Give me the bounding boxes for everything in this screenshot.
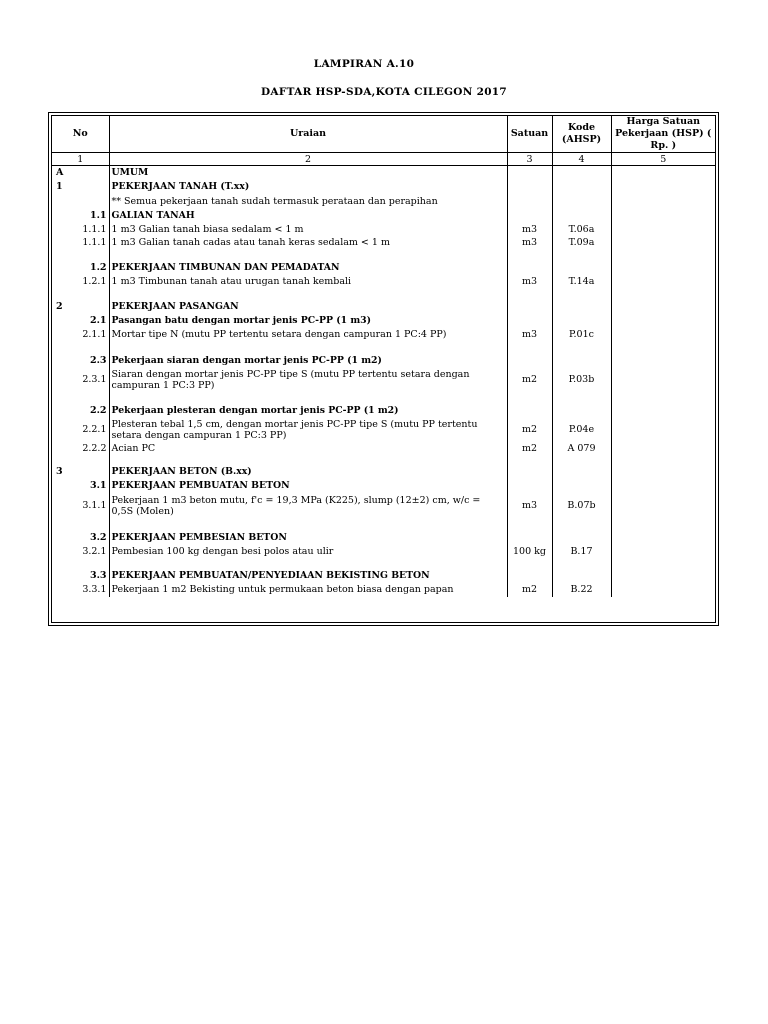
table-row bbox=[52, 559, 715, 569]
row-number: 1.1.1 bbox=[52, 223, 109, 236]
row-price bbox=[611, 261, 715, 275]
row-unit bbox=[507, 354, 552, 368]
column-number: 1 bbox=[52, 153, 109, 166]
row-price bbox=[611, 209, 715, 223]
row-price bbox=[611, 531, 715, 545]
row-description bbox=[109, 455, 507, 465]
row-unit: m2 bbox=[507, 418, 552, 442]
row-price bbox=[611, 300, 715, 314]
row-price bbox=[611, 583, 715, 597]
row-code: T.06a bbox=[552, 223, 611, 236]
row-number: 1 bbox=[52, 179, 109, 195]
row-code: P.04e bbox=[552, 418, 611, 442]
table-row bbox=[52, 392, 715, 404]
row-code: B.22 bbox=[552, 583, 611, 597]
row-number bbox=[52, 195, 109, 209]
table-body bbox=[52, 166, 715, 597]
row-number bbox=[52, 455, 109, 465]
row-number: 3.2.1 bbox=[52, 545, 109, 559]
table-row bbox=[52, 195, 715, 209]
header-uraian: Uraian bbox=[109, 116, 507, 153]
table-row bbox=[52, 493, 715, 519]
row-number bbox=[52, 288, 109, 300]
row-code bbox=[552, 465, 611, 479]
row-description: Mortar tipe N (mutu PP tertentu setara dengan campuran 1 PC:4 PP) bbox=[109, 328, 507, 342]
row-number: 1.2 bbox=[52, 261, 109, 275]
row-number: 2.3.1 bbox=[52, 368, 109, 392]
row-unit bbox=[507, 300, 552, 314]
row-unit bbox=[507, 465, 552, 479]
row-unit bbox=[507, 404, 552, 418]
row-code bbox=[552, 195, 611, 209]
row-price bbox=[611, 569, 715, 583]
row-unit: m3 bbox=[507, 236, 552, 249]
row-number: 2.2.2 bbox=[52, 442, 109, 455]
row-code: P.01c bbox=[552, 328, 611, 342]
table-inner-border bbox=[51, 115, 716, 623]
row-description: PEKERJAAN PEMBUATAN BETON bbox=[109, 479, 507, 493]
row-description: Pekerjaan siaran dengan mortar jenis PC-PP (1 m2) bbox=[109, 354, 507, 368]
row-number: 2 bbox=[52, 300, 109, 314]
row-description: PEKERJAAN BETON (B.xx) bbox=[109, 465, 507, 479]
row-number: 3.1.1 bbox=[52, 493, 109, 519]
row-number: 3.1 bbox=[52, 479, 109, 493]
table-row bbox=[52, 300, 715, 314]
row-unit bbox=[507, 288, 552, 300]
table-row bbox=[52, 249, 715, 261]
row-price bbox=[611, 328, 715, 342]
document-title: LAMPIRAN A.10 bbox=[313, 58, 415, 70]
row-code bbox=[552, 342, 611, 354]
row-price bbox=[611, 442, 715, 455]
row-price bbox=[611, 493, 715, 519]
row-unit bbox=[507, 261, 552, 275]
table-row bbox=[52, 531, 715, 545]
row-description: 1 m3 Galian tanah biasa sedalam < 1 m bbox=[109, 223, 507, 236]
row-unit bbox=[507, 166, 552, 179]
row-number: 1.1.1 bbox=[52, 236, 109, 249]
row-price bbox=[611, 404, 715, 418]
row-price bbox=[611, 314, 715, 328]
row-description: PEKERJAAN PEMBESIAN BETON bbox=[109, 531, 507, 545]
row-description: 1 m3 Galian tanah cadas atau tanah keras sedalam < 1 m bbox=[109, 236, 507, 249]
column-number: 4 bbox=[552, 153, 611, 166]
table-row bbox=[52, 166, 715, 179]
row-unit bbox=[507, 559, 552, 569]
row-unit bbox=[507, 455, 552, 465]
row-price bbox=[611, 354, 715, 368]
row-number: 1.1 bbox=[52, 209, 109, 223]
row-description: GALIAN TANAH bbox=[109, 209, 507, 223]
row-description: PEKERJAAN TANAH (T.xx) bbox=[109, 179, 507, 195]
row-number: 2.2.1 bbox=[52, 418, 109, 442]
row-code: B.07b bbox=[552, 493, 611, 519]
row-unit bbox=[507, 314, 552, 328]
row-number: 2.2 bbox=[52, 404, 109, 418]
row-unit bbox=[507, 519, 552, 531]
column-number: 5 bbox=[611, 153, 715, 166]
row-price bbox=[611, 392, 715, 404]
table-row bbox=[52, 314, 715, 328]
row-code bbox=[552, 179, 611, 195]
row-code bbox=[552, 288, 611, 300]
row-number bbox=[52, 519, 109, 531]
table-row bbox=[52, 569, 715, 583]
row-description: Pekerjaan 1 m3 beton mutu, f'c = 19,3 MPa (K225), slump (12±2) cm, w/c = 0,5S (Molen) bbox=[109, 493, 507, 519]
table-frame bbox=[48, 112, 719, 626]
row-description: 1 m3 Timbunan tanah atau urugan tanah kembali bbox=[109, 275, 507, 288]
row-code bbox=[552, 559, 611, 569]
row-description: Acian PC bbox=[109, 442, 507, 455]
row-description: ** Semua pekerjaan tanah sudah termasuk perataan dan perapihan bbox=[109, 195, 507, 209]
column-number: 3 bbox=[507, 153, 552, 166]
header-no: No bbox=[52, 116, 109, 153]
row-number: 1.2.1 bbox=[52, 275, 109, 288]
table-row bbox=[52, 328, 715, 342]
hsp-table bbox=[52, 116, 715, 597]
row-description bbox=[109, 519, 507, 531]
row-unit bbox=[507, 195, 552, 209]
row-unit: m3 bbox=[507, 275, 552, 288]
row-number bbox=[52, 392, 109, 404]
row-code: A 079 bbox=[552, 442, 611, 455]
row-number: 2.3 bbox=[52, 354, 109, 368]
row-number bbox=[52, 342, 109, 354]
table-row bbox=[52, 179, 715, 195]
row-description: PEKERJAAN PASANGAN bbox=[109, 300, 507, 314]
table-row bbox=[52, 368, 715, 392]
table-row bbox=[52, 583, 715, 597]
table-row bbox=[52, 418, 715, 442]
row-code bbox=[552, 392, 611, 404]
row-price bbox=[611, 275, 715, 288]
row-description: Pekerjaan 1 m2 Bekisting untuk permukaan beton biasa dengan papan bbox=[109, 583, 507, 597]
row-unit: m3 bbox=[507, 328, 552, 342]
header-harga: Harga Satuan Pekerjaan (HSP) ( Rp. ) bbox=[611, 116, 715, 153]
row-description: Pembesian 100 kg dengan besi polos atau ulir bbox=[109, 545, 507, 559]
row-code bbox=[552, 249, 611, 261]
row-description bbox=[109, 559, 507, 569]
table-row bbox=[52, 354, 715, 368]
table-row bbox=[52, 545, 715, 559]
row-price bbox=[611, 288, 715, 300]
row-price bbox=[611, 455, 715, 465]
table-row bbox=[52, 342, 715, 354]
row-price bbox=[611, 223, 715, 236]
row-price bbox=[611, 479, 715, 493]
row-description: Plesteran tebal 1,5 cm, dengan mortar jenis PC-PP tipe S (mutu PP tertentu setara dengan campuran 1 PC:3 PP) bbox=[109, 418, 507, 442]
row-price bbox=[611, 166, 715, 179]
row-number bbox=[52, 559, 109, 569]
row-unit: m3 bbox=[507, 493, 552, 519]
row-unit bbox=[507, 249, 552, 261]
row-unit: m3 bbox=[507, 223, 552, 236]
row-code bbox=[552, 354, 611, 368]
row-description: Pekerjaan plesteran dengan mortar jenis PC-PP (1 m2) bbox=[109, 404, 507, 418]
row-code: T.14a bbox=[552, 275, 611, 288]
row-code bbox=[552, 519, 611, 531]
row-number: A bbox=[52, 166, 109, 179]
table-row bbox=[52, 479, 715, 493]
row-number: 2.1 bbox=[52, 314, 109, 328]
row-unit: m2 bbox=[507, 583, 552, 597]
row-unit bbox=[507, 569, 552, 583]
row-price bbox=[611, 559, 715, 569]
row-price bbox=[611, 465, 715, 479]
table-row bbox=[52, 223, 715, 236]
row-code bbox=[552, 531, 611, 545]
row-number: 3.2 bbox=[52, 531, 109, 545]
row-description: PEKERJAAN PEMBUATAN/PENYEDIAAN BEKISTING BETON bbox=[109, 569, 507, 583]
row-price bbox=[611, 418, 715, 442]
row-price bbox=[611, 519, 715, 531]
document-subtitle: DAFTAR HSP-SDA,KOTA CILEGON 2017 bbox=[260, 86, 508, 98]
row-code bbox=[552, 166, 611, 179]
row-number bbox=[52, 249, 109, 261]
table-row bbox=[52, 209, 715, 223]
row-unit bbox=[507, 479, 552, 493]
row-description bbox=[109, 288, 507, 300]
row-description bbox=[109, 249, 507, 261]
row-unit bbox=[507, 209, 552, 223]
row-price bbox=[611, 195, 715, 209]
row-unit: m2 bbox=[507, 368, 552, 392]
table-row bbox=[52, 236, 715, 249]
table-row bbox=[52, 465, 715, 479]
row-description: Pasangan batu dengan mortar jenis PC-PP (1 m3) bbox=[109, 314, 507, 328]
table-row bbox=[52, 455, 715, 465]
header-satuan: Satuan bbox=[507, 116, 552, 153]
row-code bbox=[552, 261, 611, 275]
table-row bbox=[52, 442, 715, 455]
row-number: 3 bbox=[52, 465, 109, 479]
table-row bbox=[52, 288, 715, 300]
row-unit: m2 bbox=[507, 442, 552, 455]
row-price bbox=[611, 236, 715, 249]
row-unit bbox=[507, 342, 552, 354]
row-unit: 100 kg bbox=[507, 545, 552, 559]
row-code: T.09a bbox=[552, 236, 611, 249]
row-unit bbox=[507, 392, 552, 404]
table-row bbox=[52, 404, 715, 418]
row-number: 3.3.1 bbox=[52, 583, 109, 597]
row-code bbox=[552, 569, 611, 583]
row-number: 2.1.1 bbox=[52, 328, 109, 342]
row-description: PEKERJAAN TIMBUNAN DAN PEMADATAN bbox=[109, 261, 507, 275]
row-description: UMUM bbox=[109, 166, 507, 179]
row-price bbox=[611, 545, 715, 559]
row-price bbox=[611, 179, 715, 195]
row-code: B.17 bbox=[552, 545, 611, 559]
row-code bbox=[552, 404, 611, 418]
row-unit bbox=[507, 179, 552, 195]
table-row bbox=[52, 275, 715, 288]
column-number: 2 bbox=[109, 153, 507, 166]
row-code bbox=[552, 300, 611, 314]
row-code bbox=[552, 314, 611, 328]
row-description bbox=[109, 392, 507, 404]
row-price bbox=[611, 342, 715, 354]
table-row bbox=[52, 261, 715, 275]
table-row bbox=[52, 519, 715, 531]
row-description: Siaran dengan mortar jenis PC-PP tipe S (mutu PP tertentu setara dengan campuran 1 PC:3 PP) bbox=[109, 368, 507, 392]
row-code: P.03b bbox=[552, 368, 611, 392]
row-code bbox=[552, 455, 611, 465]
row-code bbox=[552, 209, 611, 223]
row-description bbox=[109, 342, 507, 354]
row-price bbox=[611, 368, 715, 392]
row-code bbox=[552, 479, 611, 493]
row-number: 3.3 bbox=[52, 569, 109, 583]
row-unit bbox=[507, 531, 552, 545]
header-kode: Kode (AHSP) bbox=[552, 116, 611, 153]
row-price bbox=[611, 249, 715, 261]
